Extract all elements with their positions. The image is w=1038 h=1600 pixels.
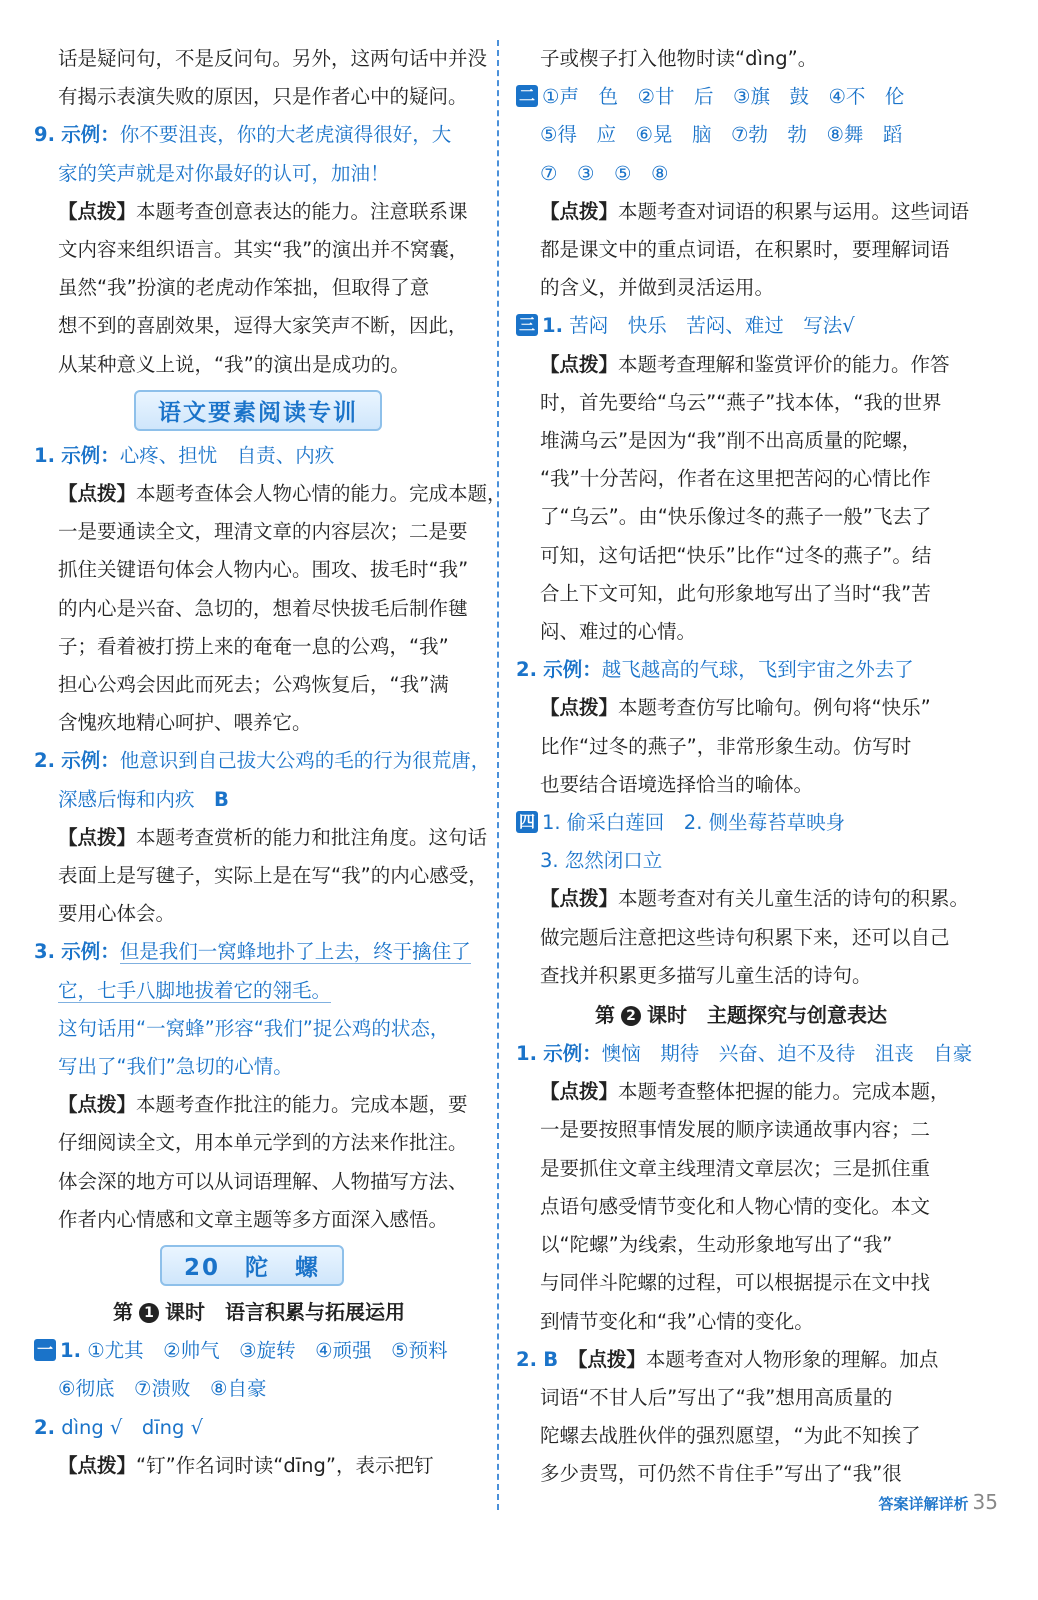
answer-2 — [516, 651, 966, 689]
part-1 — [34, 1332, 484, 1370]
answer-text: 心疼、担忧 自责、内疚 — [119, 443, 335, 467]
hint-tag: 【点拨】 — [540, 352, 619, 376]
answer-text: ⑦ ③ ⑤ ⑧ — [540, 161, 669, 185]
hint-tag: 【点拨】 — [577, 1347, 646, 1371]
question-number: 1. — [60, 1339, 81, 1363]
part-2-answers — [516, 78, 966, 116]
section-marker: 二 — [516, 85, 538, 107]
text-line: 想不到的喜剧效果，逗得大家笑声不断，因此， — [58, 314, 468, 338]
answer-1 — [516, 1035, 973, 1073]
hint-text: 本题考查体会人物心情的能力。完成本题， — [136, 482, 507, 506]
lesson-name: 课时 语言积累与拓展运用 — [165, 1300, 405, 1325]
text-line: 仔细阅读全文，用本单元学到的方法来作批注。 — [58, 1131, 468, 1155]
part-2 — [34, 1409, 484, 1447]
text-line: 担心公鸡会因此而死去；公鸡恢复后，“我”满 — [58, 673, 449, 697]
text-line: 到情节变化和“我”心情的变化。 — [540, 1309, 814, 1333]
hint-text: 本题考查对词语的积累与运用。这些词语 — [618, 199, 970, 223]
hint-text: 本题考查对人物形象的理解。加点 — [645, 1347, 939, 1371]
text-line: 堆满乌云”是因为“我”削不出高质量的陀螺， — [540, 429, 922, 453]
text-line: 含愧疚地精心呵护、喂养它。 — [58, 711, 312, 735]
answer-3 — [34, 933, 484, 971]
hint-tag: 【点拨】 — [58, 482, 137, 506]
section-marker: 三 — [516, 314, 538, 336]
hint-text: 本题考查整体把握的能力。完成本题， — [618, 1080, 950, 1104]
answer-text: 越飞越高的气球，飞到宇宙之外去了 — [601, 658, 914, 682]
answer-text: ⑤得 应 ⑥晃 脑 ⑦勃 勃 ⑧舞 蹈 — [540, 123, 903, 147]
lesson-title: 20 陀 螺 — [160, 1245, 344, 1286]
lesson-prefix: 第 — [113, 1300, 133, 1325]
text-line: 体会深的地方可以从词语理解、人物描写方法、 — [58, 1169, 468, 1193]
text-line — [34, 972, 484, 1010]
answer-text: 他意识到自己拔大公鸡的毛的行为很荒唐， — [119, 749, 491, 773]
text-line: 从某种意义上说，“我”的演出是成功的。 — [58, 352, 410, 376]
answer-text: 懊恼 期待 兴奋、迫不及待 沮丧 自豪 — [601, 1042, 973, 1066]
hint-tag: 【点拨】 — [58, 1093, 137, 1117]
question-number: 9. — [34, 123, 55, 147]
hint-tag: 【点拨】 — [540, 199, 619, 223]
annotation-text: 这句话用“一窝蜂”形容“我们”捉公鸡的状态， — [58, 1016, 450, 1040]
answer-2 — [34, 742, 491, 780]
section-title: 语文要素阅读专训 — [134, 390, 382, 431]
hint-tag: 【点拨】 — [540, 696, 619, 720]
answer-text: 但是我们一窝蜂地扑了上去，终于擒住了 — [119, 940, 471, 964]
annotation-text: 写出了“我们”急切的心情。 — [58, 1055, 293, 1079]
text-line: 子或楔子打入他物时读“dìng”。 — [540, 47, 818, 70]
hint-text: 本题考查对有关儿童生活的诗句的积累。 — [618, 887, 970, 911]
hint-line — [516, 1073, 966, 1111]
hint-text: 本题考查理解和鉴赏评价的能力。作答 — [618, 352, 950, 376]
hint-text: “钉”作名词时读“dīng”，表示把钉 — [136, 1453, 434, 1477]
hint-line — [34, 819, 488, 857]
example-label: 示例： — [61, 123, 120, 147]
choice-answer: B — [214, 787, 229, 811]
text-line: 作者内心情感和文章主题等多方面深入感悟。 — [58, 1207, 449, 1231]
question-number: 2. — [516, 1347, 537, 1371]
hint-line — [34, 193, 484, 231]
text-line: 多少责骂，可仍然不肯住手”写出了“我”很 — [540, 1462, 902, 1486]
text-line: 是要抓住文章主线理清文章层次；三是抓住重 — [540, 1156, 931, 1180]
text-line: 子；看着被打捞上来的奄奄一息的公鸡，“我” — [58, 634, 449, 658]
question-number: 2. — [516, 658, 537, 682]
hint-line — [516, 880, 970, 918]
text-line: 点语句感受情节变化和人物心情的变化。本文 — [540, 1194, 931, 1218]
hint-line — [34, 475, 507, 513]
lesson-heading — [34, 1292, 484, 1332]
answer-text: 你不要沮丧，你的大老虎演得很好，大 — [119, 123, 452, 147]
hint-tag: 【点拨】 — [540, 1080, 619, 1104]
answer-text: 1. 偷采白莲回 2. 侧坐莓苔草映身 — [542, 811, 846, 835]
lesson-heading — [516, 995, 966, 1035]
example-label: 示例： — [61, 443, 120, 467]
hint-line — [34, 1447, 484, 1485]
answer-text: 它，七手八脚地拔着它的翎毛。 — [58, 978, 332, 1002]
section-marker: 一 — [34, 1339, 56, 1361]
text-line: 查找并积累更多描写儿童生活的诗句。 — [540, 963, 872, 987]
hint-tag: 【点拨】 — [540, 887, 619, 911]
left-column — [34, 40, 507, 1485]
question-number: 1. — [34, 443, 55, 467]
hint-text: 本题考查赏析的能力和批注角度。这句话 — [136, 825, 488, 849]
example-label: 示例： — [543, 1042, 602, 1066]
text-line: 闷、难过的心情。 — [540, 620, 697, 644]
answer-9 — [34, 116, 484, 154]
lesson-prefix: 第 — [595, 1003, 615, 1028]
page-number: 35 — [972, 1490, 998, 1514]
text-line: 要用心体会。 — [58, 902, 176, 926]
text-line: 的内心是兴奋、急切的，想着尽快拔毛后制作毽 — [58, 596, 468, 620]
column-divider — [497, 40, 499, 1510]
example-label: 示例： — [543, 658, 602, 682]
text-line: 时，首先要给“乌云”“燕子”找本体，“我的世界 — [540, 390, 942, 414]
text-line: 词语“不甘人后”写出了“我”想用高质量的 — [540, 1385, 893, 1409]
choice-answer: B — [543, 1347, 559, 1371]
text-line: 陀螺去战胜伙伴的强烈愿望，“为此不知挨了 — [540, 1424, 921, 1448]
text-line: 了“乌云”。由“快乐像过冬的燕子一般”飞去了 — [540, 505, 932, 529]
answer-text: ①声 色 ②甘 后 ③旗 鼓 ④不 伦 — [542, 85, 905, 109]
footer-label: 答案详解详析 — [878, 1495, 969, 1513]
answer-text: 苦闷 快乐 苦闷、难过 写法√ — [569, 314, 855, 338]
hint-text: 本题考查创意表达的能力。注意联系课 — [136, 199, 468, 223]
text-line — [34, 781, 484, 819]
example-label: 示例： — [61, 749, 120, 773]
text-line: “我”十分苦闷，作者在这里把苦闷的心情比作 — [540, 467, 931, 491]
answer-text: dìng √ dīng √ — [61, 1415, 204, 1439]
text-line: 表面上是写毽子，实际上是在写“我”的内心感受， — [58, 864, 488, 888]
text-line: 抓住关键语句体会人物内心。围攻、拔毛时“我” — [58, 558, 469, 582]
text-line: 与同伴斗陀螺的过程，可以根据提示在文中找 — [540, 1271, 931, 1295]
hint-line — [516, 193, 970, 231]
question-number: 3. — [34, 940, 55, 964]
answer-text: 家的笑声就是对你最好的认可，加油！ — [58, 161, 390, 185]
section-marker: 四 — [516, 811, 538, 833]
page-footer — [879, 1490, 998, 1514]
hint-text: 本题考查仿写比喻句。例句将“快乐” — [618, 696, 931, 720]
answer-text: ⑥彻底 ⑦溃败 ⑧自豪 — [58, 1377, 267, 1401]
text-line: 可知，这句话把“快乐”比作“过冬的燕子”。结 — [540, 543, 932, 567]
text-line: 话是疑问句，不是反问句。另外，这两句话中并没 — [58, 47, 488, 70]
text-line: 虽然“我”扮演的老虎动作笨拙，但取得了意 — [58, 276, 430, 300]
text-line: 有揭示表演失败的原因，只是作者心中的疑问。 — [58, 85, 468, 109]
lesson-number: 2 — [621, 1006, 641, 1026]
hint-text: 本题考查作批注的能力。完成本题，要 — [136, 1093, 468, 1117]
text-line: 做完题后注意把这些诗句积累下来，还可以自己 — [540, 925, 950, 949]
text-line: 合上下文可知，此句形象地写出了当时“我”苦 — [540, 581, 931, 605]
answer-text: 3. 忽然闭口立 — [540, 849, 663, 873]
text-line: 也要结合语境选择恰当的喻体。 — [540, 772, 814, 796]
answer-2 — [516, 1341, 966, 1379]
hint-tag: 【点拨】 — [58, 199, 137, 223]
hint-line — [516, 689, 966, 727]
answer-text: ①尤其 ②帅气 ③旋转 ④顽强 ⑤预料 — [87, 1339, 448, 1363]
hint-tag: 【点拨】 — [58, 825, 137, 849]
question-number: 1. — [542, 314, 563, 338]
hint-line — [34, 1086, 484, 1124]
text-line: 都是课文中的重点词语，在积累时，要理解词语 — [540, 238, 950, 262]
part-3-answers — [516, 307, 966, 345]
right-column — [516, 40, 973, 1494]
question-number: 2. — [34, 1415, 55, 1439]
part-4-answers — [516, 804, 966, 842]
text-line: 一是要通读全文，理清文章的内容层次；二是要 — [58, 520, 468, 544]
text-line: 一是要按照事情发展的顺序读通故事内容；二 — [540, 1118, 931, 1142]
lesson-number: 1 — [139, 1303, 159, 1323]
example-label: 示例： — [61, 940, 120, 964]
answer-1 — [34, 437, 484, 475]
hint-line — [516, 346, 966, 384]
lesson-name: 课时 主题探究与创意表达 — [647, 1003, 887, 1028]
text-line: 比作“过冬的燕子”，非常形象生动。仿写时 — [540, 734, 912, 758]
text-line: 的含义，并做到灵活运用。 — [540, 276, 775, 300]
answer-text: 深感后悔和内疚 — [58, 787, 195, 811]
text-line: 以“陀螺”为线索，生动形象地写出了“我” — [540, 1233, 893, 1257]
question-number: 1. — [516, 1042, 537, 1066]
text-line: 文内容来组织语言。其实“我”的演出并不窝囊， — [58, 238, 469, 262]
question-number: 2. — [34, 749, 55, 773]
hint-tag: 【点拨】 — [58, 1453, 137, 1477]
